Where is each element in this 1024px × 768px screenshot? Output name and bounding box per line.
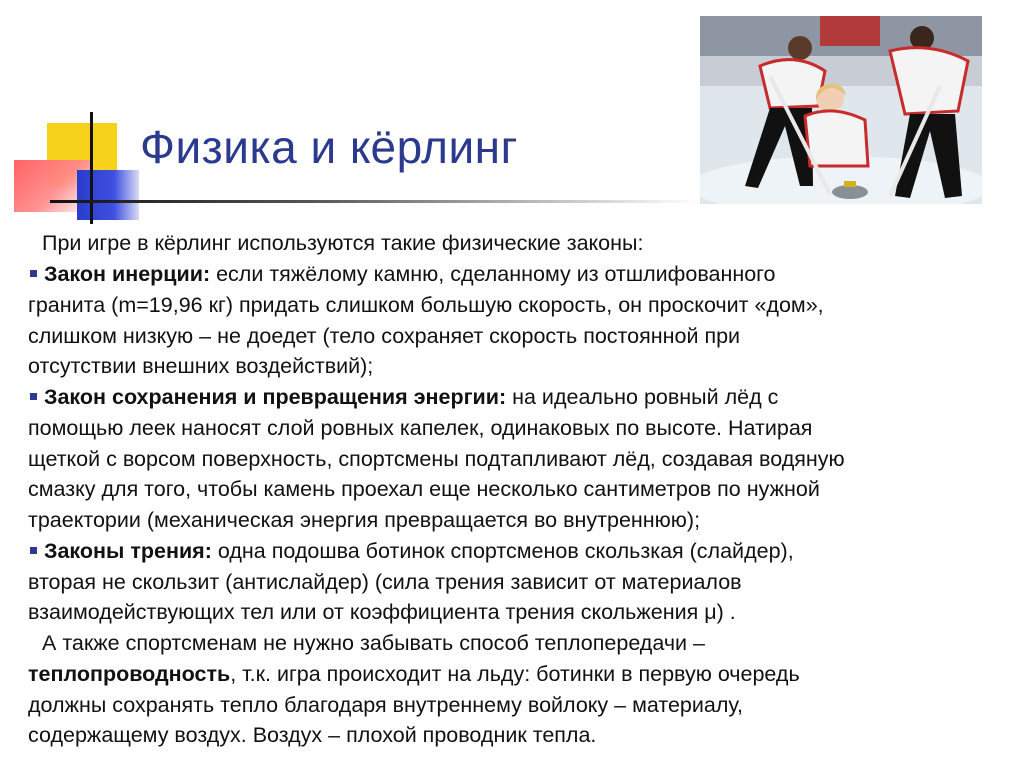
law-energy-line-2: помощью леек наносят слой ровных капелек, одинаковых по высоте. Натирая (28, 416, 813, 440)
law-friction-line-3: взаимодействующих тел или от коэффициента трения скольжения μ) . (28, 600, 736, 624)
decor-blue-square (77, 170, 139, 220)
law-friction-text: одна подошва ботинок спортсменов скользкая (слайдер), (211, 539, 794, 563)
bullet-icon (30, 393, 37, 400)
title-underline (50, 200, 700, 203)
intro-text: При игре в кёрлинг используются такие физические законы: (42, 231, 644, 255)
law-energy-line-5: траектории (механическая энергия превращается во внутреннюю); (28, 508, 701, 532)
law-energy-text: на идеально ровный лёд с (506, 385, 779, 409)
outro-line-1: А также спортсменам не нужно забывать способ теплопередачи – (42, 631, 705, 655)
curling-photo (700, 16, 982, 204)
curling-photo-illustration (700, 16, 982, 204)
law-inertia-line-2: гранита (m=19,96 кг) придать слишком большую скорость, он проскочит «дом», (28, 293, 824, 317)
outro-line-3: должны сохранять тепло благодаря внутреннему войлоку – материалу, (28, 693, 743, 717)
law-inertia-line-4: отсутствии внешних воздействий); (28, 354, 374, 378)
law-inertia-text: если тяжёлому камню, сделанному из отшлифованного (210, 262, 776, 286)
outro-text: , т.к. игра происходит на льду: ботинки в первую очередь (230, 662, 800, 686)
bullet-icon (30, 547, 37, 554)
law-energy-line-1 (28, 384, 778, 411)
law-friction-term: Законы трения: (44, 539, 212, 563)
law-friction-line-1 (28, 538, 794, 565)
law-inertia-line-1 (28, 261, 775, 288)
law-energy-term: Закон сохранения и превращения энергии: (44, 385, 507, 409)
outro-line-2 (28, 661, 800, 688)
decor-vertical-line (90, 112, 93, 224)
law-energy-line-4: смазку для того, чтобы камень проехал еще несколько сантиметров по нужной (28, 477, 820, 501)
law-inertia-line-3: слишком низкую – не доедет (тело сохраняет скорость постоянной при (28, 324, 741, 348)
outro-term: теплопроводность (28, 662, 231, 686)
law-inertia-term: Закон инерции: (44, 262, 211, 286)
bullet-icon (30, 270, 37, 277)
law-friction-line-2: вторая не скользит (антислайдер) (сила трения зависит от материалов (28, 570, 742, 594)
slide-title: Физика и кёрлинг (140, 121, 518, 173)
law-energy-line-3: щеткой с ворсом поверхность, спортсмены подтапливают лёд, создавая водяную (28, 447, 845, 471)
outro-line-4: содержащему воздух. Воздух – плохой проводник тепла. (28, 723, 597, 747)
